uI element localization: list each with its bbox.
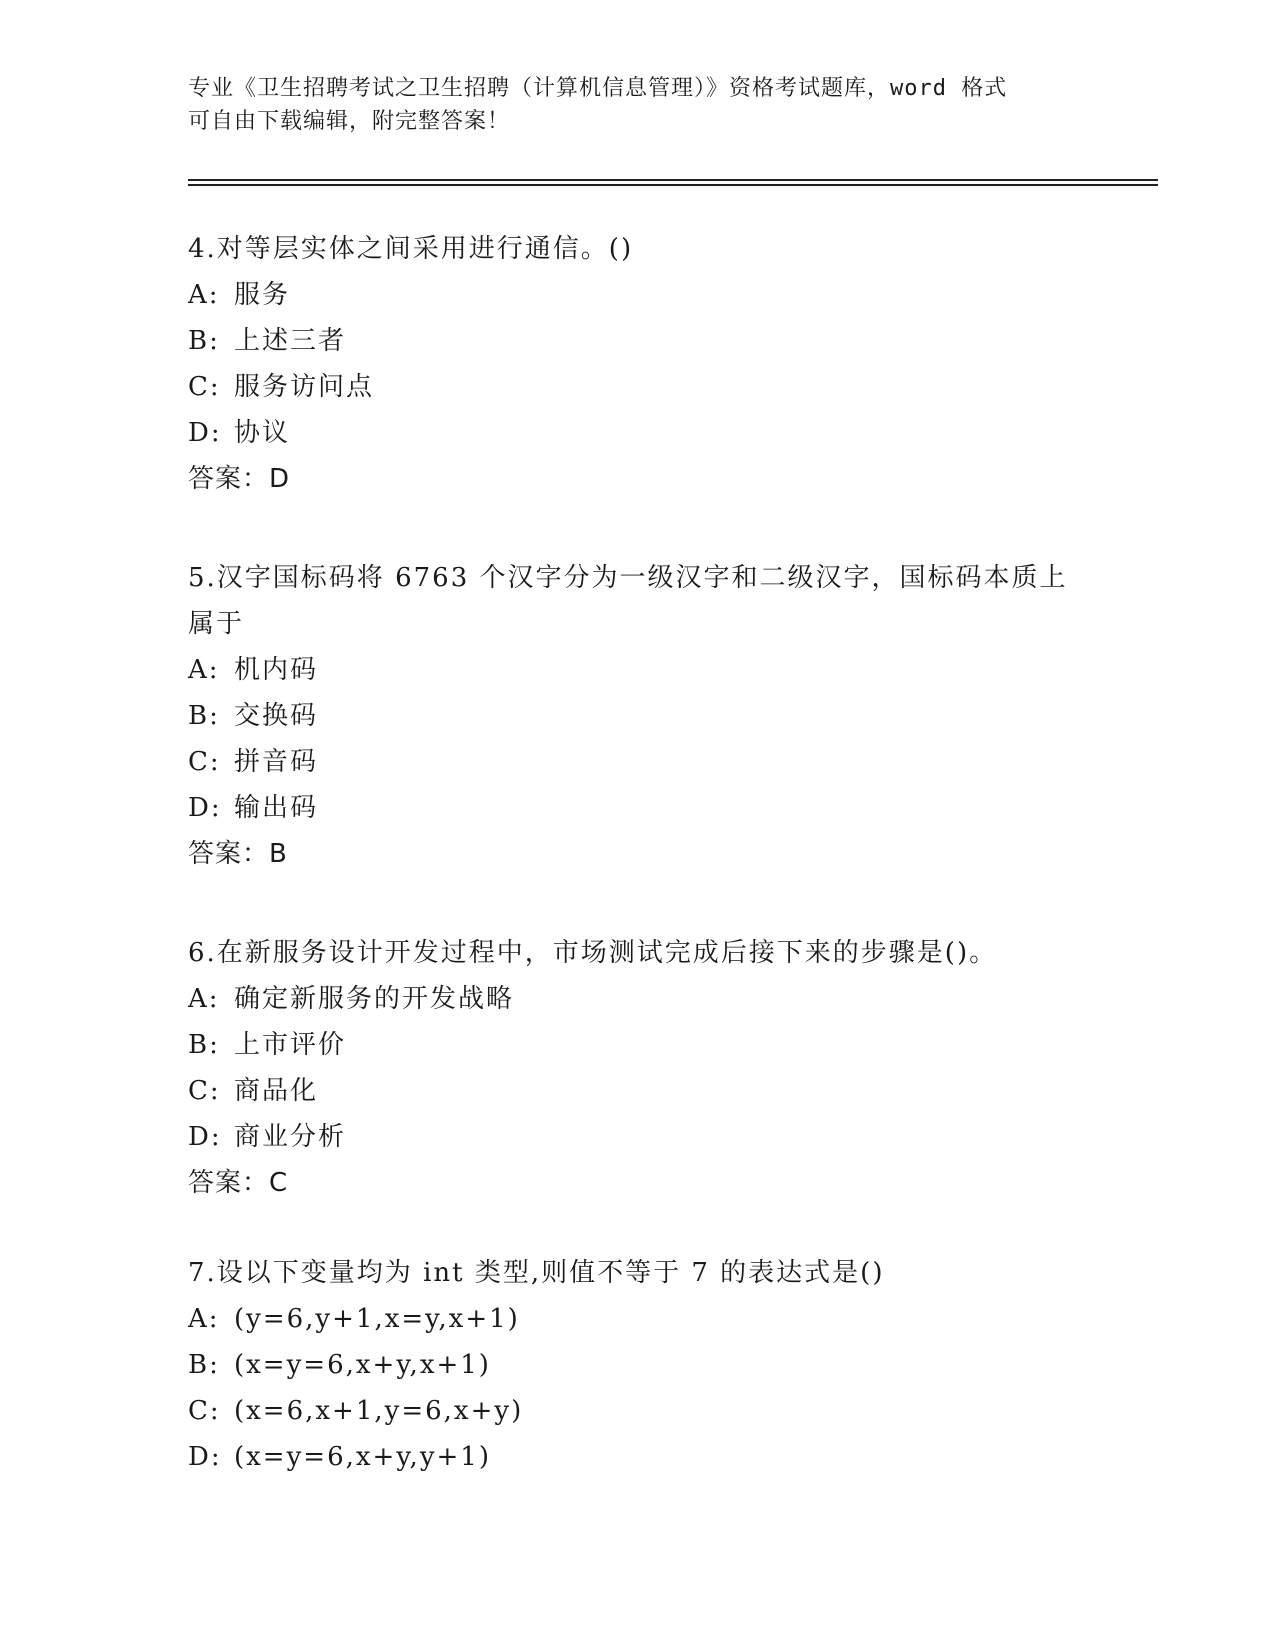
option-b <box>188 318 1088 364</box>
option-c <box>188 364 1088 410</box>
answer-label: 答案：D <box>188 464 291 494</box>
question-stem: 4.对等层实体之间采用进行通信。() <box>188 234 634 264</box>
answer-label: 答案：B <box>188 839 288 869</box>
option-b <box>188 693 1088 739</box>
option-text: 输出码 <box>234 793 319 823</box>
option-c <box>188 1068 1088 1114</box>
question-stem-continued: 属于 <box>188 609 245 639</box>
option-text: (x=y=6,x+y,y+1) <box>234 1442 491 1472</box>
question-7 <box>188 1250 1088 1480</box>
option-letter: A: <box>188 655 220 685</box>
option-letter: C: <box>188 1396 221 1426</box>
option-letter: B: <box>188 1030 220 1060</box>
question-stem: 7.设以下变量均为 int 类型,则值不等于 7 的表达式是() <box>188 1258 885 1288</box>
option-text: 机内码 <box>234 655 319 685</box>
option-letter: C: <box>188 747 221 777</box>
option-c <box>188 1388 1088 1434</box>
option-b <box>188 1342 1088 1388</box>
option-a <box>188 272 1088 318</box>
document-header <box>188 72 1088 138</box>
option-text: 拼音码 <box>234 747 319 777</box>
header-title-line-1: 专业《卫生招聘考试之卫生招聘（计算机信息管理）》资格考试题库，word 格式 <box>188 76 1008 101</box>
question-4 <box>188 226 1088 502</box>
header-title-line-2: 可自由下载编辑，附完整答案！ <box>188 109 511 134</box>
option-text: 确定新服务的开发战略 <box>234 984 515 1014</box>
option-d <box>188 785 1088 831</box>
option-text: 交换码 <box>234 701 319 731</box>
option-letter: B: <box>188 326 220 356</box>
option-letter: A: <box>188 984 220 1014</box>
option-c <box>188 739 1088 785</box>
option-text: (x=6,x+1,y=6,x+y) <box>234 1396 524 1426</box>
option-b <box>188 1022 1088 1068</box>
option-letter: D: <box>188 793 222 823</box>
option-text: (x=y=6,x+y,x+1) <box>234 1350 491 1380</box>
option-letter: B: <box>188 1350 220 1380</box>
option-text: 商业分析 <box>234 1122 347 1152</box>
option-text: (y=6,y+1,x=y,x+1) <box>234 1304 520 1334</box>
option-a <box>188 647 1088 693</box>
header-divider-bottom <box>188 184 1158 186</box>
option-text: 服务访问点 <box>234 372 375 402</box>
option-text: 协议 <box>234 418 291 448</box>
question-5 <box>188 555 1088 877</box>
option-d <box>188 1114 1088 1160</box>
option-d <box>188 1434 1088 1480</box>
option-letter: A: <box>188 1304 220 1334</box>
option-letter: D: <box>188 418 222 448</box>
option-text: 商品化 <box>234 1076 319 1106</box>
option-letter: B: <box>188 701 220 731</box>
option-letter: C: <box>188 372 221 402</box>
option-text: 上市评价 <box>234 1030 347 1060</box>
question-6 <box>188 930 1088 1206</box>
option-a <box>188 1296 1088 1342</box>
option-letter: D: <box>188 1122 222 1152</box>
option-a <box>188 976 1088 1022</box>
answer-label: 答案：C <box>188 1168 289 1198</box>
option-letter: D: <box>188 1442 222 1472</box>
question-stem: 5.汉字国标码将 6763 个汉字分为一级汉字和二级汉字，国标码本质上 <box>188 563 1068 593</box>
option-d <box>188 410 1088 456</box>
option-text: 上述三者 <box>234 326 347 356</box>
option-letter: A: <box>188 280 220 310</box>
option-letter: C: <box>188 1076 221 1106</box>
question-stem: 6.在新服务设计开发过程中，市场测试完成后接下来的步骤是()。 <box>188 938 998 968</box>
header-divider-top <box>188 179 1158 181</box>
option-text: 服务 <box>234 280 291 310</box>
